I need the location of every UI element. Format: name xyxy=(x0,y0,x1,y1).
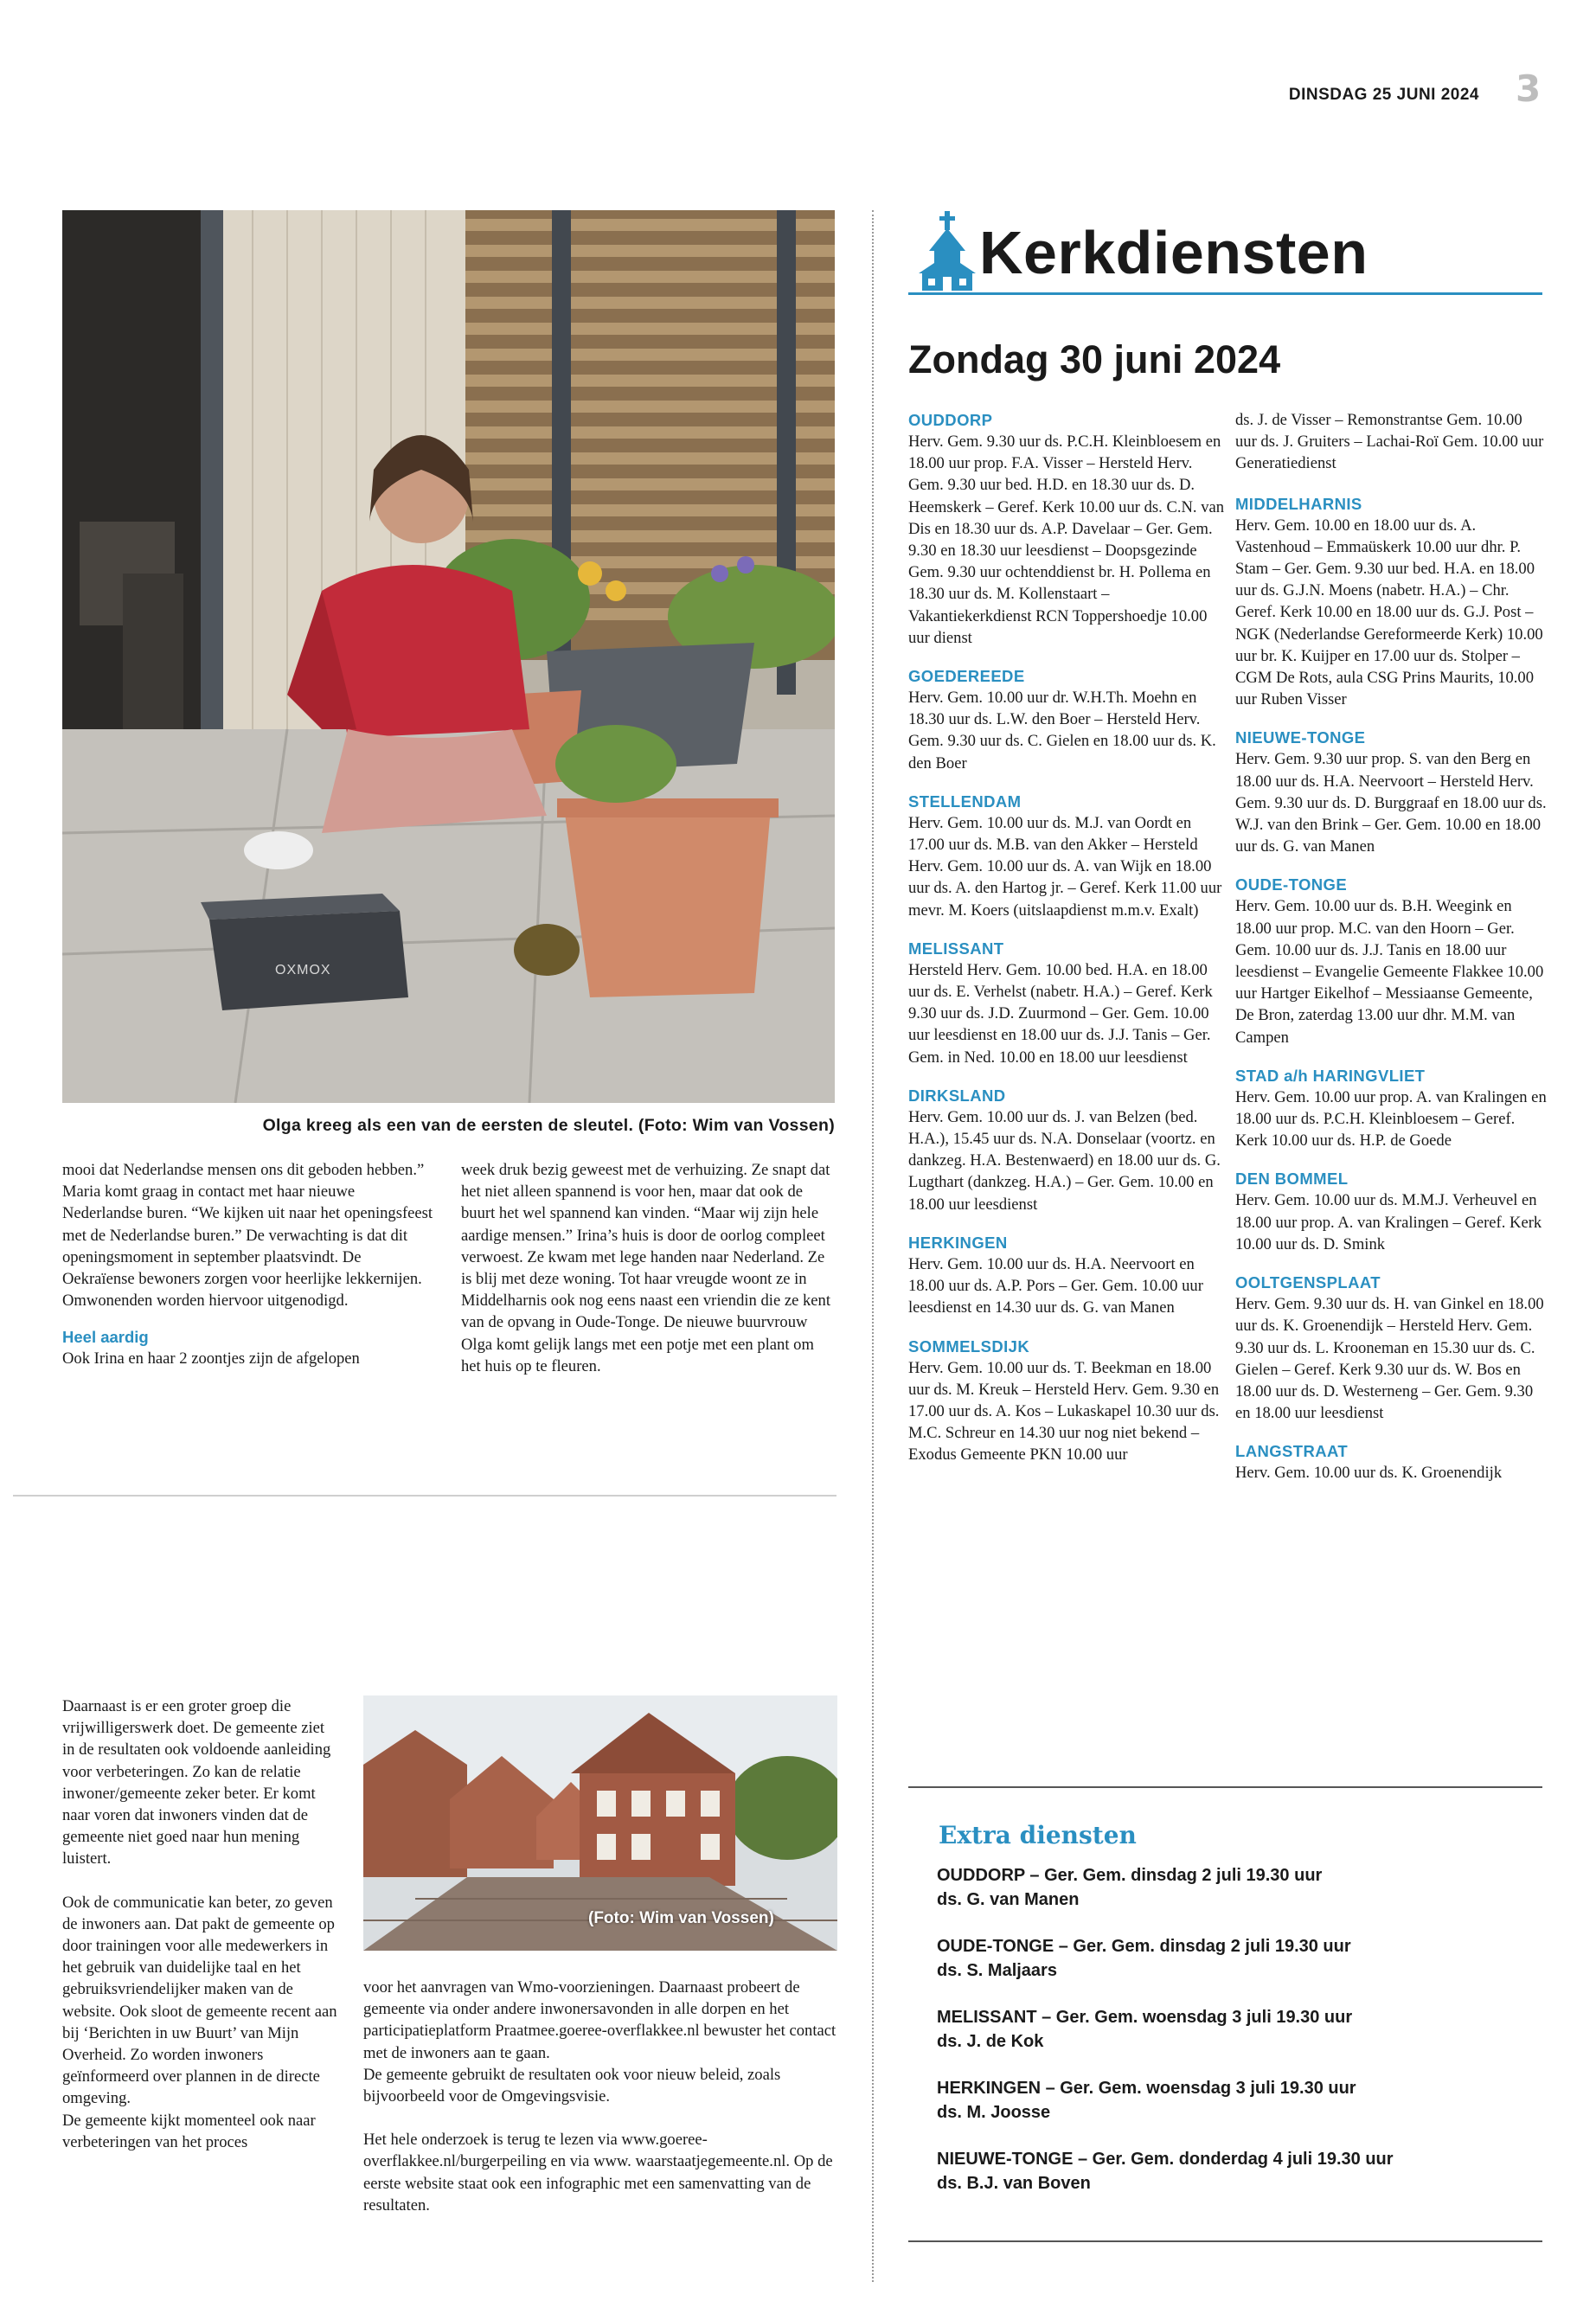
service-text: Herv. Gem. 9.30 uur ds. P.C.H. Kleinbloesem en 18.00 uur prop. F.A. Visser – Hersteld Herv. Gem. 9.30 uur bed. H.D. en 18.30 uur ds. D. Heemskerk – Geref. Kerk 10.00 uur ds. C.N. van Dis en 18.30 uur ds. A.P. Davelaar – Ger. Gem. 9.30 en 18.30 uur leesdienst – Doopsgezinde Gem. 9.30 uur ochtenddienst br. H. Pollema en 18.30 uur ds. M. Kollenstaart – Vakantiekerkdienst RCN Toppershoedje 10.00 uur dienst xyxy=(908,433,1225,647)
extra-service-line: MELISSANT – Ger. Gem. woensdag 3 juli 19.30 uur xyxy=(937,2008,1353,2027)
article-column-a xyxy=(62,1159,434,1370)
service-entry xyxy=(908,938,1228,1068)
service-entry xyxy=(908,665,1228,774)
article-column-b xyxy=(461,1159,833,1377)
place-name: HERKINGEN xyxy=(908,1233,1008,1252)
place-name: NIEUWE-TONGE xyxy=(1235,728,1366,747)
photo-caption: Olga kreeg als een van de eersten de sleutel. (Foto: Wim van Vossen) xyxy=(262,1116,835,1135)
article-column-d xyxy=(363,1977,837,2216)
extra-service-preacher: ds. J. de Kok xyxy=(937,2031,1044,2051)
extra-service-line: HERKINGEN – Ger. Gem. woensdag 3 juli 19.30 uur xyxy=(937,2079,1356,2098)
service-entry xyxy=(1235,1272,1547,1424)
service-text: Herv. Gem. 10.00 uur ds. M.J. van Oordt en 17.00 uur ds. M.B. van den Akker – Hersteld Herv. Gem. 10.00 uur ds. A. van Wijk en 18.00 uur ds. A. den Hartog jr. – Geref. Kerk 11.00 uur mevr. M. Koers (uitslaapdienst m.m.v. Exalt) xyxy=(908,813,1222,920)
service-entry xyxy=(908,1232,1228,1319)
place-name: OUDE-TONGE xyxy=(1235,875,1348,894)
subheading: Heel aardig xyxy=(62,1328,149,1347)
paragraph: Ook de communicatie kan beter, zo geven de inwoners aan. Dat pakt de gemeente op door trainingen voor alle medewerkers in het gebruik van duidelijke taal en het gebruiksvriendelijker maken van de website. Ook sloot de gemeente recent aan bij ‘Berichten in uw Buurt’ van Mijn Overheid. Zo worden inwoners geïnformeerd over plannen in de directe omgeving. xyxy=(62,1893,337,2108)
extra-service-item xyxy=(937,1864,1542,1912)
place-name: SOMMELSDIJK xyxy=(908,1336,1030,1356)
extra-service-preacher: ds. G. van Manen xyxy=(937,1889,1080,1909)
service-text: Herv. Gem. 9.30 uur ds. H. van Ginkel en 18.00 uur ds. K. Groenendijk – Hersteld Herv. Gem. 9.30 uur ds. L. Krooneman en 15.30 uur ds. C. Gielen – Geref. Kerk 9.30 uur ds. W. Bos en 18.00 uur ds. D. Westerneng – Ger. Gem. 9.30 en 18.00 uur leesdienst xyxy=(1235,1295,1544,1423)
services-column-1 xyxy=(908,409,1228,1483)
place-name: MELISSANT xyxy=(908,939,1004,958)
photo-woman-planting xyxy=(62,210,835,1103)
paragraph: week druk bezig geweest met de verhuizing. Ze snapt dat het niet alleen spannend is voor hen, maar dat ook de buurt het wel spannend kan vinden. “Maar wij zijn hele aardige mensen.” Irina’s huis is door de oorlog compleet verwoest. Ze kwam met lege handen naar Nederland. Ze is blij met deze woning. Tot haar vreugde woont ze in Middelharnis ook nog eens naast een vriendin die ze kent van de opvang in Oude-Tonge. De nieuwe buurvrouw Olga komt gelijk langs met een potje met een plant om het huis op te fleuren. xyxy=(461,1161,831,1375)
title-rule xyxy=(908,292,1542,295)
place-name: DIRKSLAND xyxy=(908,1086,1006,1105)
paragraph: voor het aanvragen van Wmo-voorzieningen. Daarnaast probeert de gemeente via onder andere inwonersavonden in alle dorpen en het participatieplatform Praatmee.goeree-overflakkee.nl bewuster het contact met de inwoners aan te gaan. xyxy=(363,1978,836,2062)
service-text: Herv. Gem. 10.00 uur ds. J. van Belzen (bed. H.A.), 15.45 uur ds. N.A. Donselaar (voortz. en dankzeg. H.A. Bestenwaerd) en 18.00 uur ds. G. Lugthart (dankzeg. H.A.) – Ger. Gem. 10.00 en 18.00 uur leesdienst xyxy=(908,1107,1221,1214)
extra-services-list xyxy=(937,1864,1542,2219)
place-name: LANGSTRAAT xyxy=(1235,1442,1349,1461)
extra-service-preacher: ds. M. Joosse xyxy=(937,2102,1051,2122)
service-continuation: ds. J. de Visser – Remonstrantse Gem. 10.00 uur ds. J. Gruiters – Lachai-Roï Gem. 10.00 uur Generatiedienst xyxy=(1235,411,1544,473)
paragraph: Het hele onderzoek is terug te lezen via www.goeree-overflakkee.nl/burgerpeiling en via www. waarstaatjegemeente.nl. Op de eerste website staat ook een infographic met een samenvatting van de resultaten. xyxy=(363,2131,833,2214)
service-entry xyxy=(1235,1440,1547,1484)
service-text: Herv. Gem. 10.00 uur ds. H.A. Neervoort en 18.00 uur ds. A.P. Pors – Ger. Gem. 10.00 uur leesdienst en 14.30 uur ds. G. van Manen xyxy=(908,1254,1203,1317)
service-entry xyxy=(1235,1065,1547,1152)
paragraph: mooi dat Nederlandse mensen ons dit geboden hebben.” Maria komt graag in contact met haar nieuwe Nederlandse buren. “We kijken uit naar het openingsfeest met de Nederlandse buren.” De verwachting is dat dit openingsmoment in september plaatsvindt. De Oekraïense bewoners zorgen voor heerlijke lekkernijen. Omwonenden worden hiervoor uitgenodigd. xyxy=(62,1161,433,1311)
section-divider xyxy=(13,1495,836,1497)
service-text: Herv. Gem. 10.00 en 18.00 uur ds. A. Vastenhoud – Emmaüskerk 10.00 uur dhr. P. Stam – Ger. Gem. 9.30 uur bed. H.A. en 18.00 uur ds. G.J.N. Moens (nabetr. H.A.) – Chr. Geref. Kerk 10.00 en 18.00 uur ds. G.J. Post – NGK (Nederlandse Gereformeerde Kerk) 10.00 uur br. K. Kuijper en 17.00 uur ds. Stolper – CGM De Rots, aula CSG Prins Maurits, 10.00 uur Ruben Visser xyxy=(1235,516,1543,709)
service-text: Hersteld Herv. Gem. 10.00 bed. H.A. en 18.00 uur ds. E. Verhelst (nabetr. H.A.) – Geref. Kerk 9.30 uur ds. J.D. Zuurmond – Ger. Gem. 10.00 uur leesdienst en 18.00 uur ds. J.J. Tanis – Ger. Gem. in Ned. 10.00 en 18.00 uur leesdienst xyxy=(908,960,1213,1067)
extra-services-title: Extra diensten xyxy=(939,1821,1137,1849)
service-entry xyxy=(908,791,1228,921)
service-text: Herv. Gem. 9.30 uur prop. S. van den Berg en 18.00 uur ds. H.A. Neervoort – Hersteld Herv. Gem. 9.30 uur ds. D. Burggraaf en 18.00 uur ds. W.J. van den Brink – Ger. Gem. 10.00 en 18.00 uur ds. G. van Manen xyxy=(1235,750,1547,856)
place-name: OUDDORP xyxy=(908,411,993,429)
extra-service-line: NIEUWE-TONGE – Ger. Gem. donderdag 4 juli 19.30 uur xyxy=(937,2150,1394,2169)
place-name: DEN BOMMEL xyxy=(1235,1170,1349,1189)
service-text: Herv. Gem. 10.00 uur ds. T. Beekman en 18.00 uur ds. M. Kreuk – Hersteld Herv. Gem. 9.30 en 17.00 uur ds. A. Kos – Lukaskapel 10.30 uur ds. M.C. Schreur en 14.30 uur nog niet bekend – Exodus Gemeente PKN 10.00 uur xyxy=(908,1358,1220,1465)
paragraph: De gemeente kijkt momenteel ook naar verbeteringen van het proces xyxy=(62,2111,316,2151)
service-text: Herv. Gem. 10.00 uur prop. A. van Kralingen en 18.00 uur ds. P.C.H. Kleinbloesem – Geref. Kerk 10.00 uur ds. H.P. de Goede xyxy=(1235,1087,1547,1150)
extra-service-item xyxy=(937,1935,1542,1983)
place-name: STELLENDAM xyxy=(908,792,1022,811)
extra-rule-top xyxy=(908,1786,1542,1788)
church-icon xyxy=(917,211,977,291)
extra-service-preacher: ds. B.J. van Boven xyxy=(937,2173,1091,2193)
extra-service-item xyxy=(937,2077,1542,2125)
section-title: Kerkdiensten xyxy=(979,219,1368,286)
photo-illustration xyxy=(62,210,835,1103)
page-number: 3 xyxy=(1516,67,1542,110)
place-name: STAD a/h HARINGVLIET xyxy=(1235,1066,1426,1085)
service-entry xyxy=(1235,727,1547,857)
paragraph: De gemeente gebruikt de resultaten ook voor nieuw beleid, zoals bijvoorbeeld voor de Omgevingsvisie. xyxy=(363,2065,781,2106)
article-column-c xyxy=(62,1695,339,2153)
services-column-2 xyxy=(1235,409,1547,1501)
paragraph: Daarnaast is er een groter groep die vrijwilligerswerk doet. De gemeente ziet in de resultaten ook voldoende aanleiding voor verbeteringen. Zo kan de relatie inwoner/gemeente zeker beter. Er komt naar voren dat inwoners vinden dat de gemeente niet goed naar hun mening luistert. xyxy=(62,1697,331,1868)
service-entry xyxy=(908,1085,1228,1215)
column-separator xyxy=(872,210,874,2282)
extra-service-preacher: ds. S. Maljaars xyxy=(937,1960,1057,1980)
service-date-heading: Zondag 30 juni 2024 xyxy=(908,337,1281,381)
extra-service-line: OUDDORP – Ger. Gem. dinsdag 2 juli 19.30 uur xyxy=(937,1866,1323,1885)
extra-rule-bottom xyxy=(908,2240,1542,2242)
extra-service-item xyxy=(937,2006,1542,2054)
photo-caption: (Foto: Wim van Vossen) xyxy=(588,1909,774,1927)
shoebox-label: OXMOX xyxy=(275,963,331,977)
service-entry xyxy=(908,1336,1228,1466)
issue-date: DINSDAG 25 JUNI 2024 xyxy=(1288,86,1479,104)
paragraph: Ook Irina en haar 2 zoontjes zijn de afgelopen xyxy=(62,1349,360,1368)
extra-service-item xyxy=(937,2148,1542,2195)
place-name: OOLTGENSPLAAT xyxy=(1235,1273,1381,1292)
extra-service-line: OUDE-TONGE – Ger. Gem. dinsdag 2 juli 19.30 uur xyxy=(937,1937,1351,1956)
service-text: Herv. Gem. 10.00 uur ds. K. Groenendijk xyxy=(1235,1464,1503,1483)
service-text: Herv. Gem. 10.00 uur ds. B.H. Weegink en 18.00 uur prop. M.C. van den Hoorn – Ger. Gem. 10.00 uur ds. J.J. Tanis en 18.00 uur leesdienst – Evangelie Gemeente Flakkee 10.00 uur Hartger Eikelhof – Messiaanse Gemeente, De Bron, zaterdag 13.00 uur dhr. M.M. van Campen xyxy=(1235,897,1544,1047)
place-name: GOEDEREEDE xyxy=(908,667,1025,686)
service-text: Herv. Gem. 10.00 uur ds. M.M.J. Verheuvel en 18.00 uur prop. A. van Kralingen – Geref. Kerk 10.00 uur ds. D. Smink xyxy=(1235,1191,1542,1253)
service-entry xyxy=(1235,1168,1547,1255)
service-entry xyxy=(908,409,1228,649)
place-name: MIDDELHARNIS xyxy=(1235,494,1362,513)
service-entry xyxy=(1235,874,1547,1048)
service-text: Herv. Gem. 10.00 uur dr. W.H.Th. Moehn en 18.30 uur ds. L.W. den Boer – Hersteld Herv. Gem. 9.30 uur ds. C. Gielen en 18.00 uur ds. K. den Boer xyxy=(908,689,1216,772)
service-entry xyxy=(1235,493,1547,711)
